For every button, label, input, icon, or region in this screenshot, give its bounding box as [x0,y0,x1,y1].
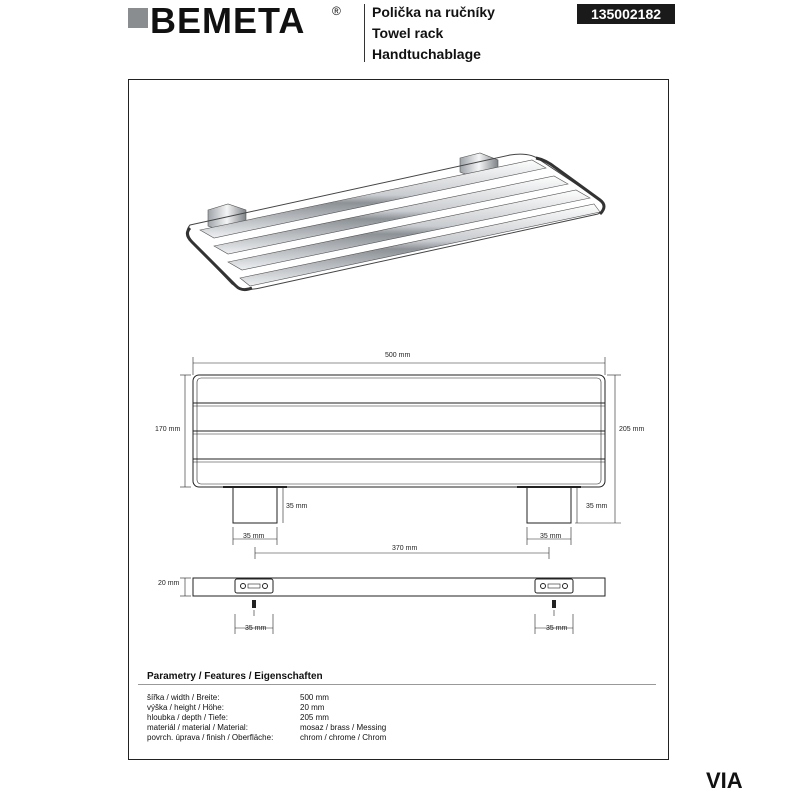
dim-bracket-right-height: 35 mm [586,503,608,510]
title-english: Towel rack [372,25,444,41]
brand-logo: BEMETA [150,0,306,41]
top-view-drawing [175,345,645,560]
spec-label-depth: hloubka / depth / Tiefe: [147,713,228,722]
header-divider [364,4,365,62]
series-name: VIA [706,768,743,793]
spec-value-material: mosaz / brass / Messing [300,723,387,732]
registered-mark: ® [332,4,341,18]
specs-heading: Parametry / Features / Eigenschaften [147,671,323,682]
dim-bracket-spacing: 370 mm [392,545,418,552]
dim-bracket-right-width: 35 mm [540,533,562,540]
dim-bracket-left-width: 35 mm [243,533,265,540]
title-czech: Polička na ručníky [372,4,495,20]
product-render [180,150,610,295]
spec-value-depth: 205 mm [300,713,329,722]
dim-height-right: 205 mm [619,426,645,433]
spec-value-height: 20 mm [300,703,325,712]
dim-thickness: 20 mm [158,580,180,587]
dim-mount-left: 35 mm [245,625,267,632]
spec-label-material: materiál / material / Material: [147,723,248,732]
spec-label-finish: povrch. úprava / finish / Oberfläche: [147,733,274,742]
spec-label-height: výška / height / Höhe: [147,703,224,712]
spec-value-width: 500 mm [300,693,329,702]
title-german: Handtuchablage [372,46,481,62]
dim-height-left: 170 mm [155,426,181,433]
spec-value-finish: chrom / chrome / Chrom [300,733,387,742]
product-code: 135002182 [577,4,675,24]
brand-logo-square [128,8,148,28]
dim-bracket-left-height: 35 mm [286,503,308,510]
dim-mount-right: 35 mm [546,625,568,632]
spec-label-width: šířka / width / Breite: [147,693,220,702]
dim-width-top: 500 mm [385,352,411,359]
specs-divider [138,684,656,685]
